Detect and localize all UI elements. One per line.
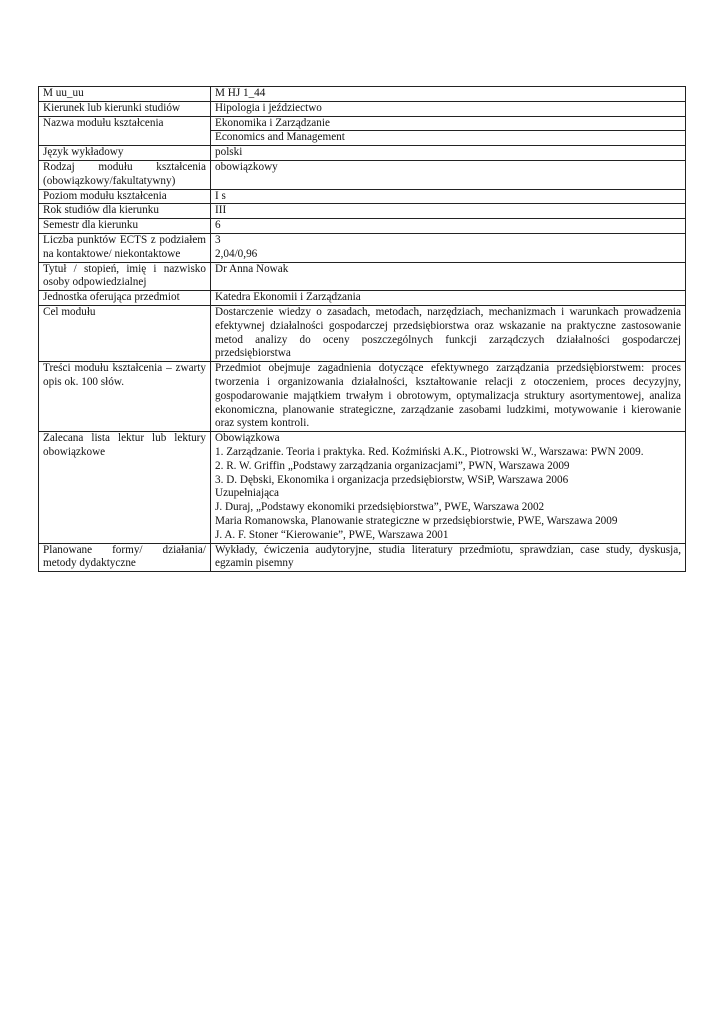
value-line: Maria Romanowska, Planowanie strategiczne w przedsiębiorstwie, PWE, Warszawa 2009 [215, 514, 618, 527]
row-label: Treści modułu kształcenia – zwarty opis ok. 100 słów. [39, 362, 211, 432]
table-row [39, 262, 686, 291]
row-label: Rodzaj modułu kształcenia (obowiązkowy/fakultatywny) [39, 160, 211, 189]
row-label: Nazwa modułu kształcenia [39, 116, 211, 146]
syllabus-sheet [38, 86, 686, 572]
row-label: Jednostka oferująca przedmiot [39, 291, 211, 306]
row-value [211, 87, 686, 102]
value-line: J. Duraj, „Podstawy ekonomiki przedsiębiorstwa”, PWE, Warszawa 2002 [215, 501, 545, 514]
table-row [39, 543, 686, 572]
row-value [211, 101, 686, 116]
row-value [211, 189, 686, 204]
table-row [39, 233, 686, 262]
value-line: 2,04/0,96 [215, 247, 258, 260]
row-label: Liczba punktów ECTS z podziałem na kontaktowe/ niekontaktowe [39, 233, 211, 262]
table-row [39, 146, 686, 161]
row-value [211, 543, 686, 572]
row-value [211, 219, 686, 234]
table-row [39, 362, 686, 432]
row-label: M uu_uu [39, 87, 211, 102]
row-label: Kierunek lub kierunki studiów [39, 101, 211, 116]
value-line: Dostarczenie wiedzy o zasadach, metodach, narzędziach, mechanizmach i warunkach prowadzenia efektywnej działalności gospodarczej przedsiębiorstwa oraz wskazanie na praktyczne zastosowanie metod analizy do oceny poszczególnych funkcji zarządczych działalności gospodarczej przedsiębiorstwa [215, 305, 681, 360]
table-row [39, 160, 686, 189]
row-label: Tytuł / stopień, imię i nazwisko osoby odpowiedzialnej [39, 262, 211, 291]
row-label: Planowane formy/ działania/ metody dydaktyczne [39, 543, 211, 572]
row-value [211, 432, 686, 543]
value-line: polski [215, 146, 243, 159]
table-row [39, 432, 686, 543]
row-value [211, 204, 686, 219]
row-value [211, 160, 686, 189]
value-line: Uzupełniająca [215, 487, 279, 500]
row-label: Rok studiów dla kierunku [39, 204, 211, 219]
value-line: obowiązkowy [215, 160, 278, 173]
row-label: Cel modułu [39, 305, 211, 361]
value-line: III [215, 204, 227, 217]
table-row [39, 101, 686, 116]
table-row [39, 87, 686, 102]
row-value [211, 146, 686, 161]
table-row [39, 305, 686, 361]
table-row [39, 219, 686, 234]
table-row [39, 189, 686, 204]
value-line: J. A. F. Stoner “Kierowanie”, PWE, Warszawa 2001 [215, 528, 449, 541]
value-line: Obowiązkowa [215, 432, 280, 445]
value-line: 6 [215, 219, 221, 232]
row-value [211, 262, 686, 291]
value-english-line: Economics and Management [211, 130, 685, 145]
value-line: 3 [215, 233, 221, 246]
row-label: Zalecana lista lektur lub lektury obowiązkowe [39, 432, 211, 543]
value-line: Katedra Ekonomii i Zarządzania [215, 291, 361, 304]
value-line: Dr Anna Nowak [215, 262, 289, 275]
table-row [39, 291, 686, 306]
row-label: Poziom modułu kształcenia [39, 189, 211, 204]
table-row [39, 204, 686, 219]
table-body [39, 87, 686, 572]
row-value [211, 362, 686, 432]
value-line: M HJ 1_44 [215, 87, 266, 99]
row-value [211, 233, 686, 262]
row-label: Język wykładowy [39, 146, 211, 161]
row-label: Semestr dla kierunku [39, 219, 211, 234]
value-line: Ekonomika i Zarządzanie [215, 116, 330, 129]
value-line: Wykłady, ćwiczenia audytoryjne, studia literatury przedmiotu, sprawdzian, case study, dyskusja, egzamin pisemny [215, 543, 681, 570]
value-line: Przedmiot obejmuje zagadnienia dotyczące efektywnego zarządzania przedsiębiorstwem: proces tworzenia i organizowania działalności, kształtowanie relacji z otoczeniem, proces decyzyjny, gospodarowanie majątkiem trwałym i obrotowym, optymalizacja struktury asortymentowej, analiza ekonomiczna, planowanie strategiczne, zarządzanie zasobami ludzkimi, motywowanie i kierowanie oraz system kontroli. [215, 362, 681, 430]
value-line: 2. R. W. Griffin „Podstawy zarządzania organizacjami”, PWN, Warszawa 2009 [215, 459, 570, 472]
value-line: I s [215, 189, 226, 202]
row-value [211, 291, 686, 306]
table-row [39, 116, 686, 146]
module-description-table [38, 86, 686, 572]
value-line: 3. D. Dębski, Ekonomika i organizacja przedsiębiorstw, WSiP, Warszawa 2006 [215, 473, 569, 486]
row-value [211, 305, 686, 361]
value-line: Hipologia i jeździectwo [215, 101, 322, 114]
value-line: 1. Zarządzanie. Teoria i praktyka. Red. Koźmiński A.K., Piotrowski W., Warszawa: PWN 2009. [215, 445, 644, 458]
row-value [211, 116, 686, 146]
